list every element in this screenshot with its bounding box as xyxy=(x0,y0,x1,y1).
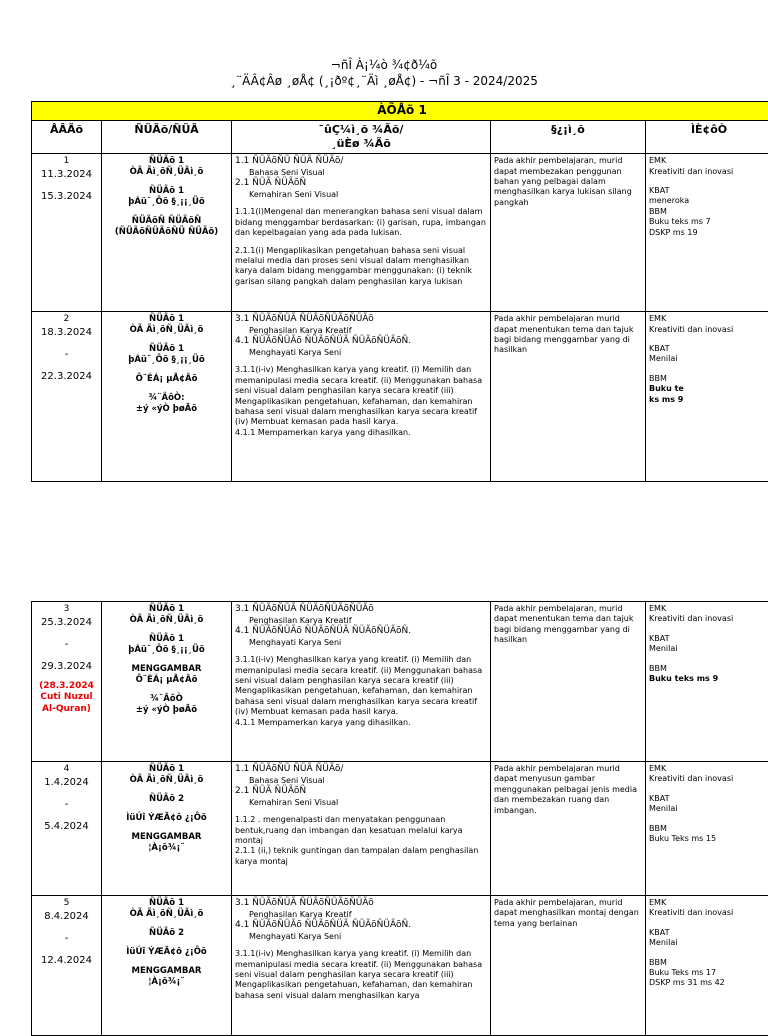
standard-line: Penghasilan Karya Kreatif xyxy=(235,616,487,626)
unit-text: ÌüÚî ÝÆÄ¢ô ¿¡Ôõ xyxy=(105,813,228,824)
week-date: 15.3.2024 xyxy=(35,190,98,203)
note-line: DSKP ms 31 ms 42 xyxy=(649,978,768,988)
table-row xyxy=(32,154,768,312)
unit-text: ÑÜÃõ 1 ÒÃ Ãì¸õÑ¸ÜÃì¸õ xyxy=(105,604,228,626)
week-date: 8.4.2024 xyxy=(35,910,98,923)
term-band xyxy=(32,102,768,121)
unit-cell xyxy=(102,602,232,762)
week-number: 5 xyxy=(35,898,98,910)
unit-text: Ô¨ÉÁ¡ µÅ¢Âõ xyxy=(105,374,228,385)
week-cell xyxy=(32,312,102,482)
unit-text: ÑÜÃõ 1 ÒÃ Ãì¸õÑ¸ÜÃì¸õ xyxy=(105,898,228,920)
note-line: KBAT xyxy=(649,794,768,804)
standard-cell xyxy=(232,896,491,1036)
note-line: Menilai xyxy=(649,938,768,948)
note-line: EMK xyxy=(649,604,768,614)
unit-cell xyxy=(102,154,232,312)
note-line: EMK xyxy=(649,764,768,774)
note-line: Buku te xyxy=(649,384,768,394)
note-line: BBM xyxy=(649,374,768,384)
notes-cell xyxy=(646,762,768,896)
unit-text: ÑÜÃõ 2 xyxy=(105,794,228,805)
standard-line: 4.1 ÑÜÃõÑÜÃõ ÑÜÃõÑÜÃ ÑÜÃõÑÜÃõÑ. xyxy=(235,920,487,932)
header-week: ÅÂÃõ xyxy=(32,120,102,154)
week-number: 2 xyxy=(35,314,98,326)
note-line: Buku Teks ms 17 xyxy=(649,968,768,978)
standard-line: 3.1 ÑÜÃõÑÜÃ ÑÜÃõÑÜÃõÑÜÃõ xyxy=(235,314,487,326)
week-cell xyxy=(32,154,102,312)
table-row xyxy=(32,896,768,1036)
note-line: BBM xyxy=(649,664,768,674)
table-row xyxy=(32,312,768,482)
unit-text: ÑÜÃõ 1 ÒÃ Ãì¸õÑ¸ÜÃì¸õ xyxy=(105,156,228,178)
standard-line: Menghayati Karya Seni xyxy=(235,348,487,358)
standard-line: 4.1 ÑÜÃõÑÜÃõ ÑÜÃõÑÜÃ ÑÜÃõÑÜÃõÑ. xyxy=(235,336,487,348)
note-line: Menilai xyxy=(649,354,768,364)
week-number: 3 xyxy=(35,604,98,616)
doc-title-line1: ¬ñÎ À¡¼ò ¾¢ð¼õ xyxy=(0,58,768,72)
unit-text: ÑÜÃõ 2 xyxy=(105,928,228,939)
note-line: meneroka xyxy=(649,196,768,206)
week-date: 18.3.2024 xyxy=(35,326,98,339)
week-number: 1 xyxy=(35,156,98,168)
unit-text: ÑÜÃõ 1 ÒÃ Ãì¸õÑ¸ÜÃì¸õ xyxy=(105,314,228,336)
objective-cell: Pada akhir pembelajaran murid dapat menentukan tema dan tajuk bagi bidang menggambar yang di hasilkan xyxy=(491,312,646,482)
note-line xyxy=(649,785,768,794)
learning-standard: 3.1.1(i-iv) Menghasilkan karya yang kreatif. (i) Memilih dan memanipulasi media secara kreatif. (ii) Menggunakan bahasa seni visual dalam penghasilan karya secara kreatif (iii) Mengaplikasikan pengetahuan, kefahaman, dan kemahiran bahasa seni visual dalam menghasilkan karya secara kreatif (iv) Membuat kemasan pada hasil karya. 4.1.1 Mempamerkan karya yang dihasilkan. xyxy=(235,365,487,438)
standard-line: 2.1 ÑÜÃ ÑÜÃõÑ xyxy=(235,178,487,190)
week-cell xyxy=(32,762,102,896)
week-cell xyxy=(32,602,102,762)
note-line: BBM xyxy=(649,207,768,217)
note-line xyxy=(649,815,768,824)
objective-cell: Pada akhir pembelajaran murid dapat menyusun gambar menggunakan pelbagai jenis media dan membezakan ruang dan imbangan. xyxy=(491,762,646,896)
week-cell xyxy=(32,896,102,1036)
week-date: 29.3.2024 xyxy=(35,660,98,673)
standard-line: 3.1 ÑÜÃõÑÜÃ ÑÜÃõÑÜÃõÑÜÃõ xyxy=(235,604,487,616)
week-date: 5.4.2024 xyxy=(35,820,98,833)
objective-cell: Pada akhir pembelajaran, murid dapat menghasilkan montaj dengan tema yang berlainan xyxy=(491,896,646,1036)
objective-cell: Pada akhir pembelajaran, murid dapat menentukan tema dan tajuk bagi bidang menggambar yang di hasilkan xyxy=(491,602,646,762)
note-line xyxy=(649,177,768,186)
standard-line: Penghasilan Karya Kreatif xyxy=(235,910,487,920)
unit-text: MENGGAMBAR Ô¨ÉÁ¡ µÅ¢Âõ xyxy=(105,664,228,686)
notes-cell xyxy=(646,896,768,1036)
note-line: Menilai xyxy=(649,644,768,654)
note-line xyxy=(649,919,768,928)
standard-line: Bahasa Seni Visual xyxy=(235,776,487,786)
week-date: 1.4.2024 xyxy=(35,776,98,789)
unit-text: ÑÜÃõ 1 þÁü¨¸Ôõ §¸¡¡¸Üõ xyxy=(105,634,228,656)
note-line: Kreativiti dan inovasi xyxy=(649,908,768,918)
standard-cell xyxy=(232,762,491,896)
rpt-table-bottom xyxy=(31,601,768,1036)
unit-text: ÑÜÃõÑ ÑÜÃõÑ (ÑÜÃõÑÜÃõÑÜ ÑÜÃõ) xyxy=(105,216,228,238)
learning-standard: 2.1.1(i) Mengaplikasikan pengetahuan bahasa seni visual melalui media dan proses seni visual dalam menghasilkan karya dalam bidang menggambar menggunakan: (i) teknik garisan silang pangkah dalam penghasilan karya lukisan xyxy=(235,246,487,288)
week-date: 25.3.2024 xyxy=(35,616,98,629)
doc-title-line2: ¸¨ÄÂ¢Âø ¸øÅ¢ (¸¡ðº¢¸¨Äì ¸øÅ¢) - ¬ñÎ 3 - 2024/2025 xyxy=(0,74,768,88)
note-line: Kreativiti dan inovasi xyxy=(649,614,768,624)
notes-cell xyxy=(646,602,768,762)
holiday-note: (28.3.2024 Cuti Nuzul Al-Quran) xyxy=(35,681,98,716)
note-line: BBM xyxy=(649,824,768,834)
note-line: ks ms 9 xyxy=(649,395,768,405)
standard-line: Menghayati Karya Seni xyxy=(235,932,487,942)
note-line: EMK xyxy=(649,156,768,166)
standard-line: Menghayati Karya Seni xyxy=(235,638,487,648)
header-standard: ¯ûÇ¼ì¸õ ¾Ãõ/ ¸üÈø ¾Ãõ xyxy=(232,120,491,154)
note-line xyxy=(649,655,768,664)
note-line: KBAT xyxy=(649,186,768,196)
unit-cell xyxy=(102,312,232,482)
learning-standard: 3.1.1(i-iv) Menghasilkan karya yang kreatif. (i) Memilih dan memanipulasi media secara kreatif. (ii) Menggunakan bahasa seni visual dalam penghasilan karya secara kreatif (iii) Mengaplikasikan pengetahuan, kefahaman, dan kemahiran bahasa seni visual dalam menghasilkan karya secara kreatif (iv) Membuat kemasan pada hasil karya. 4.1.1 Mempamerkan karya yang dihasilkan. xyxy=(235,655,487,728)
notes-cell xyxy=(646,312,768,482)
standard-line: 1.1 ÑÜÃõÑÜ ÑÜÃ ÑÜÃõ/ xyxy=(235,156,487,168)
note-line: Menilai xyxy=(649,804,768,814)
objective-cell: Pada akhir pembelajaran, murid dapat membezakan penggunan bahan yang pelbagai dalam menghasilkan karya lukisan silang pangkah xyxy=(491,154,646,312)
week-date: 22.3.2024 xyxy=(35,370,98,383)
note-line: Buku teks ms 9 xyxy=(649,674,768,684)
note-line xyxy=(649,625,768,634)
term-label: ÀÕÅõ 1 xyxy=(32,102,768,121)
note-line: KBAT xyxy=(649,634,768,644)
standard-line: 1.1 ÑÜÃõÑÜ ÑÜÃ ÑÜÃõ/ xyxy=(235,764,487,776)
note-line xyxy=(649,365,768,374)
note-line: BBM xyxy=(649,958,768,968)
note-line: DSKP ms 19 xyxy=(649,228,768,238)
note-line: KBAT xyxy=(649,928,768,938)
header-row xyxy=(32,120,768,154)
standard-line: Bahasa Seni Visual xyxy=(235,168,487,178)
unit-text: ÌüÚî ÝÆÄ¢ô ¿¡Ôõ xyxy=(105,947,228,958)
standard-line: Penghasilan Karya Kreatif xyxy=(235,326,487,336)
learning-standard: 3.1.1(i-iv) Menghasilkan karya yang kreatif. (i) Memilih dan memanipulasi media secara kreatif. (ii) Menggunakan bahasa seni visual dalam penghasilan karya secara kreatif (iii) Mengaplikasikan pengetahuan, kefahaman, dan kemahiran bahasa seni visual dalam menghasilkan karya xyxy=(235,949,487,1001)
note-line xyxy=(649,335,768,344)
week-date: - xyxy=(35,798,98,811)
unit-text: ¾¨ÂôÒ ±ý «ýÒ þøÄõ xyxy=(105,694,228,716)
standard-cell xyxy=(232,602,491,762)
standard-cell xyxy=(232,312,491,482)
standard-line: 2.1 ÑÜÃ ÑÜÃõÑ xyxy=(235,786,487,798)
unit-cell xyxy=(102,762,232,896)
note-line: Buku teks ms 7 xyxy=(649,217,768,227)
unit-text: ÑÜÃõ 1 þÁü¨¸Ôõ §¸¡¡¸Üõ xyxy=(105,186,228,208)
note-line: EMK xyxy=(649,898,768,908)
week-date: - xyxy=(35,932,98,945)
learning-standard: 1.1.1(i)Mengenal dan menerangkan bahasa seni visual dalam bidang menggambar berdasarkan: (i) garisan, rupa, imbangan dan kepelbagaian yang ada pada lukisan. xyxy=(235,207,487,238)
standard-cell xyxy=(232,154,491,312)
learning-standard: 1.1.2 . mengenalpasti dan menyatakan penggunaan bentuk,ruang dan imbangan dan kesatuan melalui karya montaj 2.1.1 (ii,) teknik guntingan dan tampalan dalam penghasilan karya montaj xyxy=(235,815,487,867)
week-date: - xyxy=(35,348,98,361)
unit-text: MENGGAMBAR ¦À¡õ¾¡¨ xyxy=(105,966,228,988)
header-notes: ÌÈ¢ôÒ xyxy=(646,120,768,154)
notes-cell xyxy=(646,154,768,312)
standard-line: 3.1 ÑÜÃõÑÜÃ ÑÜÃõÑÜÃõÑÜÃõ xyxy=(235,898,487,910)
note-line: Buku Teks ms 15 xyxy=(649,834,768,844)
standard-line: Kemahiran Seni Visual xyxy=(235,798,487,808)
unit-text: MENGGAMBAR ¦À¡õ¾¡¨ xyxy=(105,832,228,854)
unit-cell xyxy=(102,896,232,1036)
note-line: Kreativiti dan inovasi xyxy=(649,774,768,784)
table-row xyxy=(32,602,768,762)
table-row xyxy=(32,762,768,896)
note-line: Kreativiti dan inovasi xyxy=(649,325,768,335)
week-date: 12.4.2024 xyxy=(35,954,98,967)
unit-text: ÑÜÃõ 1 ÒÃ Ãì¸õÑ¸ÜÃì¸õ xyxy=(105,764,228,786)
note-line: Kreativiti dan inovasi xyxy=(649,167,768,177)
rpt-table-top xyxy=(31,101,768,482)
week-date: 11.3.2024 xyxy=(35,168,98,181)
header-unit: ÑÜÃõ/ÑÜÃ xyxy=(102,120,232,154)
note-line xyxy=(649,949,768,958)
header-objective: §¿¡ì¸õ xyxy=(491,120,646,154)
unit-text: ¾¨ÂôÒ: ±ý «ýÒ þøÄõ xyxy=(105,393,228,415)
note-line: KBAT xyxy=(649,344,768,354)
unit-text: ÑÜÃõ 1 þÁü¨¸Ôõ §¸¡¡¸Üõ xyxy=(105,344,228,366)
standard-line: 4.1 ÑÜÃõÑÜÃõ ÑÜÃõÑÜÃ ÑÜÃõÑÜÃõÑ. xyxy=(235,626,487,638)
week-date: - xyxy=(35,638,98,651)
standard-line: Kemahiran Seni Visual xyxy=(235,190,487,200)
week-number: 4 xyxy=(35,764,98,776)
note-line: EMK xyxy=(649,314,768,324)
